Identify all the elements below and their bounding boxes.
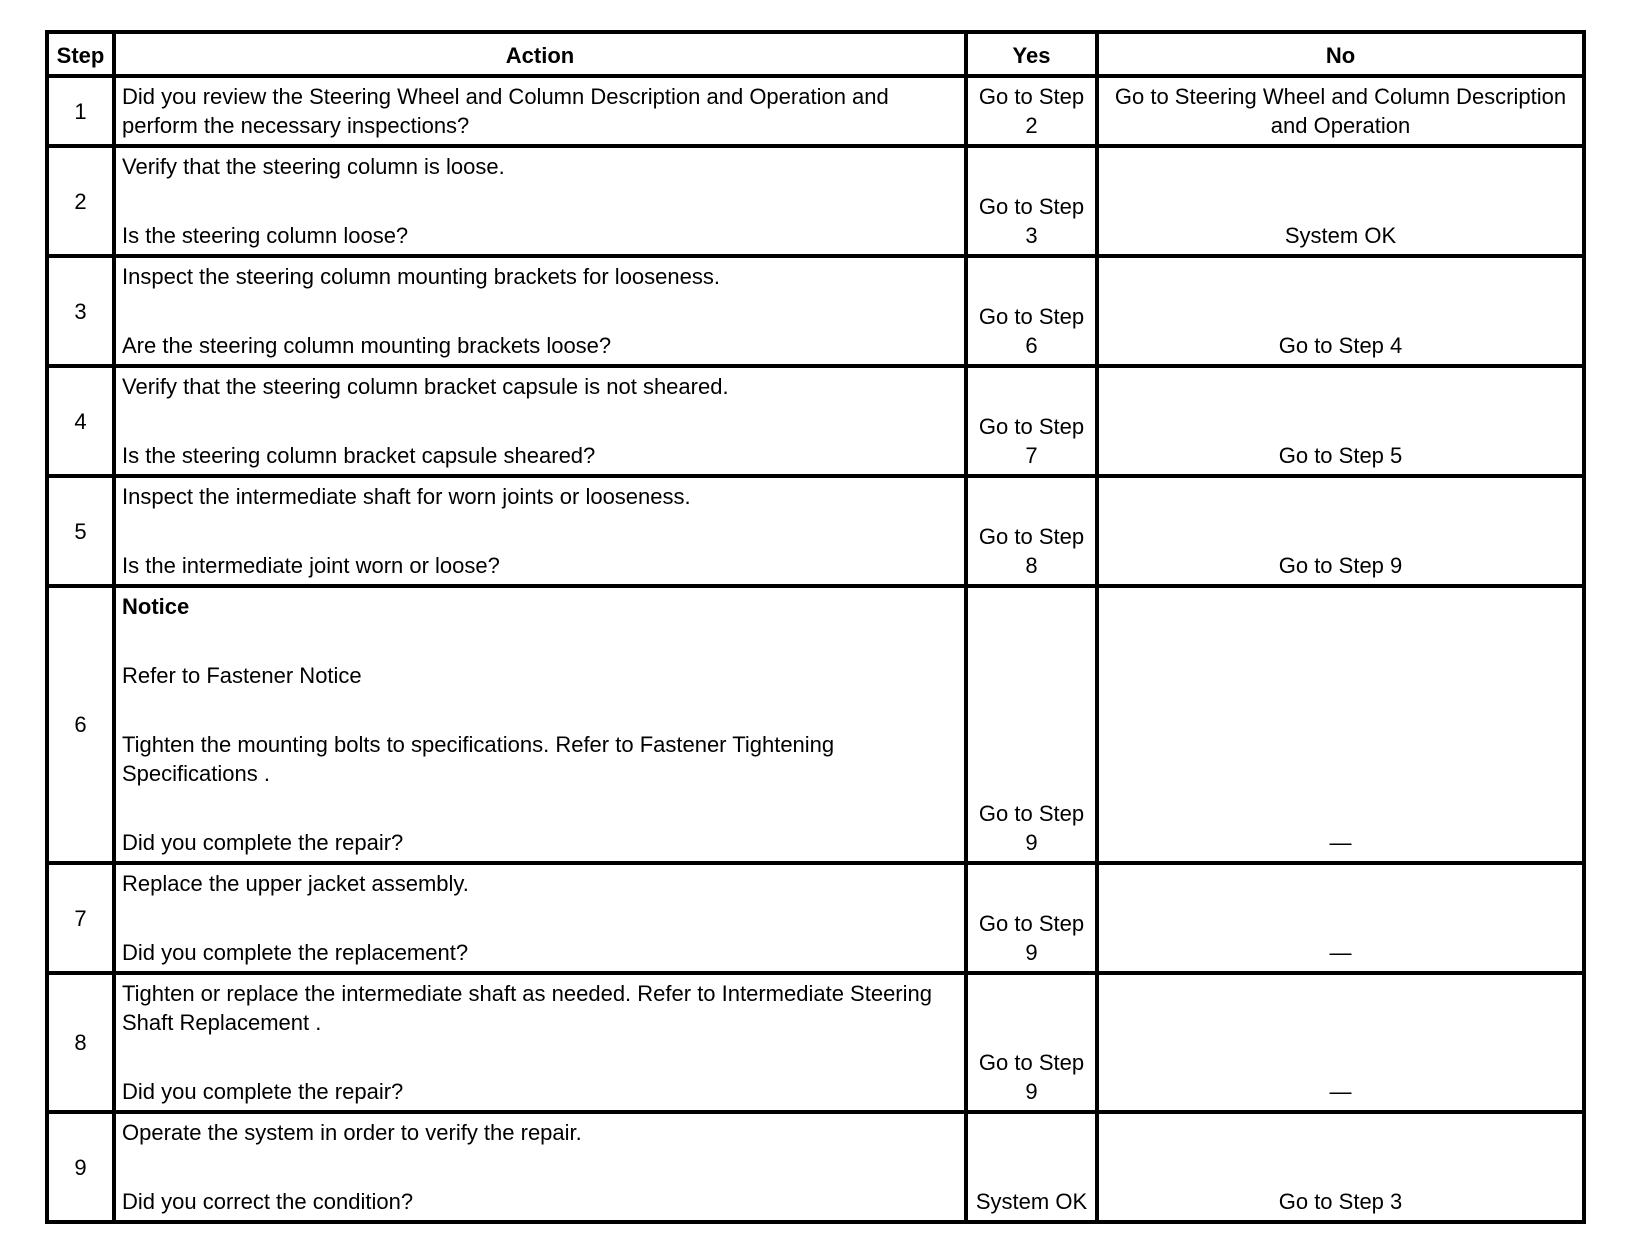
header-action: Action bbox=[114, 32, 966, 76]
action-text: Tighten or replace the intermediate shaft as needed. Refer to Intermediate Steering Shaft Replacement . bbox=[122, 981, 932, 1035]
no-cell bbox=[1097, 76, 1584, 146]
action-text: Replace the upper jacket assembly. bbox=[122, 871, 469, 896]
action-cell bbox=[114, 863, 966, 973]
action-text: Did you review the Steering Wheel and Column Description and Operation and perform the necessary inspections? bbox=[122, 84, 889, 138]
yes-text: Go to Step 3 bbox=[978, 194, 1085, 248]
no-cell bbox=[1097, 586, 1584, 863]
step-number: 5 bbox=[47, 476, 114, 586]
step-number: 7 bbox=[47, 863, 114, 973]
step-number: 3 bbox=[47, 256, 114, 366]
yes-text: Go to Step 9 bbox=[978, 801, 1085, 855]
header-no: No bbox=[1097, 32, 1584, 76]
no-text: System OK bbox=[1284, 223, 1397, 248]
step-number: 1 bbox=[47, 76, 114, 146]
no-cell bbox=[1097, 146, 1584, 256]
yes-cell bbox=[966, 146, 1097, 256]
action-cell bbox=[114, 256, 966, 366]
diagnostic-table bbox=[45, 30, 1586, 1224]
action-cell bbox=[114, 476, 966, 586]
action-text: Refer to Fastener Notice bbox=[122, 663, 362, 688]
action-text: Verify that the steering column bracket capsule is not sheared. bbox=[122, 374, 729, 399]
yes-text: Go to Step 8 bbox=[978, 524, 1085, 578]
yes-cell bbox=[966, 973, 1097, 1112]
table-row-step-6 bbox=[47, 586, 1584, 863]
table-row-step-4 bbox=[47, 366, 1584, 476]
table-row-step-7 bbox=[47, 863, 1584, 973]
yes-cell bbox=[966, 76, 1097, 146]
yes-cell bbox=[966, 1112, 1097, 1222]
header-yes: Yes bbox=[966, 32, 1097, 76]
action-cell bbox=[114, 146, 966, 256]
step-number: 6 bbox=[47, 586, 114, 863]
action-cell bbox=[114, 366, 966, 476]
action-text: Verify that the steering column is loose. bbox=[122, 154, 505, 179]
action-question: Did you complete the replacement? bbox=[122, 940, 469, 965]
yes-cell bbox=[966, 586, 1097, 863]
action-cell bbox=[114, 76, 966, 146]
no-cell bbox=[1097, 973, 1584, 1112]
no-cell bbox=[1097, 476, 1584, 586]
action-question: Did you correct the condition? bbox=[122, 1189, 414, 1214]
action-question: Is the intermediate joint worn or loose? bbox=[122, 553, 500, 578]
action-text: Inspect the steering column mounting brackets for looseness. bbox=[122, 264, 720, 289]
yes-cell bbox=[966, 863, 1097, 973]
yes-cell bbox=[966, 256, 1097, 366]
diagnostic-table-container bbox=[45, 30, 1582, 1224]
table-row-step-5 bbox=[47, 476, 1584, 586]
yes-text: System OK bbox=[975, 1189, 1088, 1214]
table-row-step-2 bbox=[47, 146, 1584, 256]
yes-text: Go to Step 6 bbox=[978, 304, 1085, 358]
action-question: Did you complete the repair? bbox=[122, 830, 404, 855]
no-text: Go to Step 3 bbox=[1278, 1189, 1403, 1214]
no-cell bbox=[1097, 863, 1584, 973]
no-cell bbox=[1097, 366, 1584, 476]
yes-text: Go to Step 9 bbox=[978, 1050, 1085, 1104]
step-number: 8 bbox=[47, 973, 114, 1112]
notice-title: Notice bbox=[122, 594, 190, 619]
header-row bbox=[47, 32, 1584, 76]
action-question: Did you complete the repair? bbox=[122, 1079, 404, 1104]
yes-text: Go to Step 2 bbox=[978, 84, 1085, 138]
yes-text: Go to Step 9 bbox=[978, 911, 1085, 965]
no-text: Go to Step 5 bbox=[1278, 443, 1403, 468]
table-row-step-9 bbox=[47, 1112, 1584, 1222]
no-text: Go to Step 9 bbox=[1278, 553, 1403, 578]
table-row-step-3 bbox=[47, 256, 1584, 366]
step-number: 4 bbox=[47, 366, 114, 476]
no-cell bbox=[1097, 256, 1584, 366]
yes-cell bbox=[966, 476, 1097, 586]
no-cell bbox=[1097, 1112, 1584, 1222]
no-text: Go to Step 4 bbox=[1278, 333, 1403, 358]
yes-cell bbox=[966, 366, 1097, 476]
action-cell bbox=[114, 586, 966, 863]
action-cell bbox=[114, 1112, 966, 1222]
no-text: Go to Steering Wheel and Column Description and Operation bbox=[1114, 84, 1567, 138]
yes-text: Go to Step 7 bbox=[978, 414, 1085, 468]
table-row-step-1 bbox=[47, 76, 1584, 146]
no-text: — bbox=[1329, 940, 1352, 965]
action-text: Operate the system in order to verify the repair. bbox=[122, 1120, 582, 1145]
action-question: Is the steering column loose? bbox=[122, 223, 409, 248]
action-text: Inspect the intermediate shaft for worn joints or looseness. bbox=[122, 484, 691, 509]
step-number: 2 bbox=[47, 146, 114, 256]
no-text: — bbox=[1329, 830, 1352, 855]
step-number: 9 bbox=[47, 1112, 114, 1222]
header-step: Step bbox=[47, 32, 114, 76]
table-row-step-8 bbox=[47, 973, 1584, 1112]
action-text: Tighten the mounting bolts to specifications. Refer to Fastener Tightening Specifications . bbox=[122, 732, 835, 786]
action-question: Are the steering column mounting brackets loose? bbox=[122, 333, 612, 358]
action-cell bbox=[114, 973, 966, 1112]
action-question: Is the steering column bracket capsule sheared? bbox=[122, 443, 596, 468]
no-text: — bbox=[1329, 1079, 1352, 1104]
